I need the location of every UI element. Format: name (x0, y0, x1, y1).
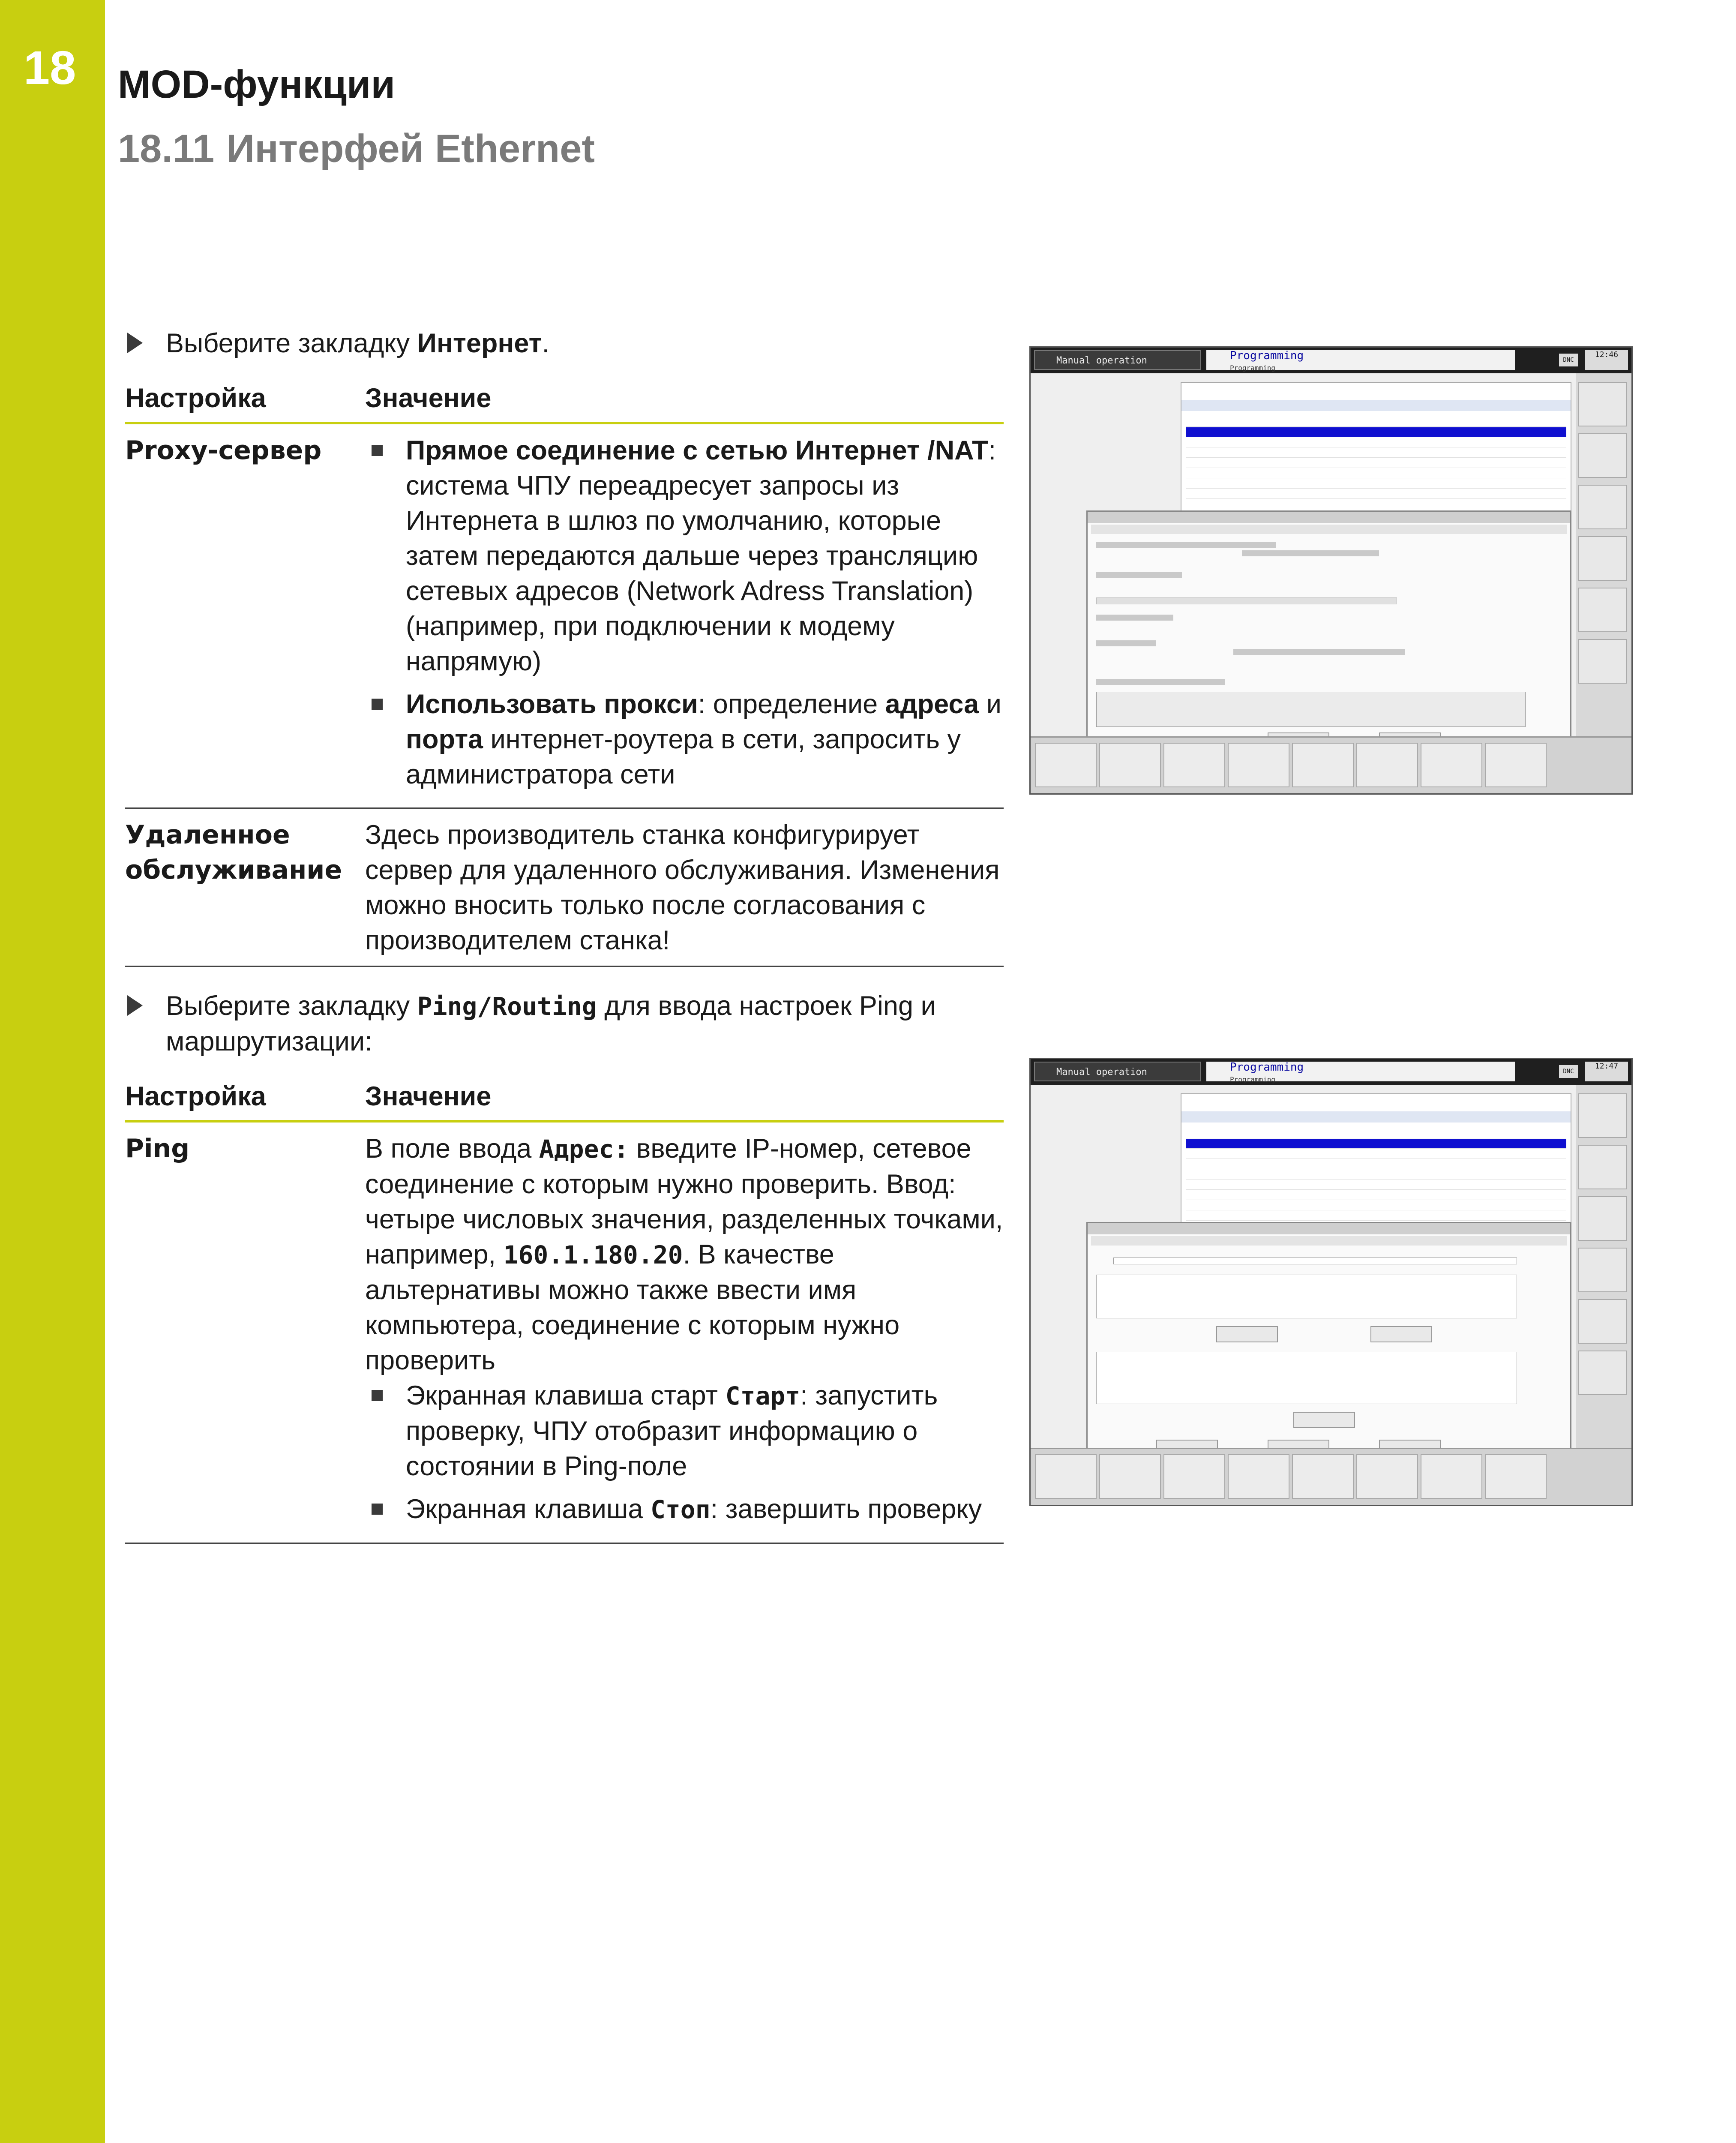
dialog-tabs (1091, 1236, 1567, 1246)
file-list-header (1181, 1111, 1571, 1123)
proxy-address-label: адреса (885, 689, 979, 719)
softkey (1292, 1454, 1354, 1499)
setting-remote-service: Удаленное обслуживание (125, 808, 365, 966)
prog-tab-label: Programming (1230, 349, 1304, 362)
file-row (1186, 1159, 1566, 1169)
softkey (1485, 1454, 1547, 1499)
section-title (118, 126, 595, 171)
step1-tab-name: Интернет (417, 328, 542, 358)
mode-tab-manual: Manual operation (1034, 350, 1201, 370)
ping-text-1: В поле ввода (365, 1134, 539, 1164)
file-row (1186, 1190, 1566, 1200)
dialog-line (1242, 550, 1379, 556)
file-row (1186, 1129, 1566, 1138)
step2-prefix: Выберите закладку (166, 991, 417, 1021)
softkey (1578, 1145, 1627, 1189)
prog-tab-label: Programming (1230, 1061, 1304, 1074)
remote-service-value: Здесь производитель станка конфигурирует сервер для удаленного обслуживания. Изменения можно вносить только после согласования с производителем станка! (365, 808, 1004, 966)
screen-header (1031, 348, 1631, 373)
proxy-direct-text: : система ЧПУ переадресует запросы из Интернета в шлюз по умолчанию, которые затем передаются дальше через трансляцию сетевых адресов (Network Adress Translation) (например, при подключении к модему напрямую) (406, 435, 996, 676)
file-row-selected (1186, 427, 1566, 437)
softkey (1578, 1299, 1627, 1344)
softkey (1578, 536, 1627, 581)
chapter-number: 18 (24, 42, 76, 94)
refresh-button (1293, 1412, 1355, 1428)
ping-address-label: Адрес: (539, 1135, 629, 1164)
softkey (1578, 1093, 1627, 1138)
dialog-line (1233, 649, 1405, 655)
ping-text-3: . В качестве альтернативы можно также ввести имя компьютера, соединение с которым нужно проверить (365, 1240, 900, 1375)
section-name: Интерфей Ethernet (226, 127, 595, 171)
step1-suffix: . (542, 328, 550, 358)
softkey (1228, 1454, 1289, 1499)
arrow-right-icon (127, 995, 143, 1016)
header-setting: Настройка (125, 373, 365, 423)
ping-start-label: Старт (725, 1381, 801, 1411)
page-content (125, 326, 1004, 1565)
ping-description (365, 1131, 1004, 1378)
softkey (1578, 639, 1627, 684)
prog-tab-sub: Programming (1230, 364, 1275, 372)
network-settings-dialog (1086, 510, 1571, 753)
file-row (1186, 468, 1566, 478)
list-item (365, 433, 1004, 679)
dialog-line (1096, 572, 1182, 578)
ping-start-button (1216, 1326, 1278, 1342)
vertical-softkey-bar (1576, 1085, 1631, 1449)
list-item (365, 1378, 1004, 1484)
ping-start-pre: Экранная клавиша старт (406, 1381, 726, 1411)
ping-start-text: : запустить проверку, ЧПУ отобразит информацию о состоянии в Ping-поле (406, 1381, 938, 1481)
header-value: Значение (365, 1071, 1004, 1121)
ping-example-ip: 160.1.180.20 (503, 1240, 683, 1270)
softkey (1035, 743, 1097, 787)
ping-output-box (1096, 1275, 1517, 1318)
step2-tab-name: Ping/Routing (417, 992, 597, 1021)
softkey (1292, 743, 1354, 787)
softkey (1578, 588, 1627, 632)
softkey (1228, 743, 1289, 787)
dialog-tabs (1091, 525, 1567, 534)
file-row-selected (1186, 1139, 1566, 1149)
proxy-port-label: порта (406, 724, 483, 754)
softkey (1421, 1454, 1482, 1499)
proxy-and: и (979, 689, 1001, 719)
horizontal-softkey-bar (1031, 736, 1631, 793)
clock: 12:47 (1585, 1062, 1628, 1081)
screenshot-ping-tab (1029, 1058, 1633, 1506)
list-item (365, 1492, 1004, 1527)
list-item (365, 687, 1004, 792)
proxy-use-end: интернет-роутера в сети, запросить у администратора сети (406, 724, 961, 789)
softkey (1485, 743, 1547, 787)
file-row (1186, 417, 1566, 427)
setting-ping: Ping (125, 1121, 365, 1543)
header-value: Значение (365, 373, 1004, 423)
file-row (1186, 1170, 1566, 1180)
step-ping-tab (125, 988, 1004, 1059)
mode-tab-manual: Manual operation (1034, 1062, 1201, 1081)
file-row (1186, 1180, 1566, 1190)
softkey (1578, 485, 1627, 529)
ping-stop-pre: Экранная клавиша (406, 1494, 651, 1524)
dialog-line (1096, 640, 1156, 646)
dialog-line (1096, 542, 1276, 548)
screen-header (1031, 1059, 1631, 1085)
file-row (1186, 479, 1566, 489)
step1-prefix: Выберите закладку (166, 328, 417, 358)
vertical-softkey-bar (1576, 373, 1631, 738)
ping-stop-button (1370, 1326, 1432, 1342)
setting-proxy: Proxy-сервер (125, 423, 365, 808)
dialog-titlebar (1088, 1223, 1570, 1234)
softkey (1578, 433, 1627, 478)
cert-table (1096, 692, 1526, 727)
arrow-right-icon (127, 333, 143, 353)
step2-suffix: для ввода настроек Ping и маршрутизации: (166, 991, 936, 1056)
dialog-line (1096, 679, 1225, 685)
softkey (1099, 743, 1161, 787)
header-setting: Настройка (125, 1071, 365, 1121)
dialog-titlebar (1088, 512, 1570, 523)
file-row (1186, 458, 1566, 468)
ping-stop-text: : завершить проверку (710, 1494, 982, 1524)
table-row (125, 808, 1004, 966)
proxy-direct-label: Прямое соединение с сетью Интернет /NAT (406, 435, 989, 465)
routing-table (1096, 1352, 1517, 1404)
section-number: 18.11 (118, 127, 215, 171)
network-settings-dialog (1086, 1222, 1571, 1465)
file-row (1186, 1211, 1566, 1221)
file-list-panel (1181, 1093, 1571, 1232)
screenshot-internet-tab (1029, 346, 1633, 795)
softkey (1035, 1454, 1097, 1499)
prog-tab-sub: Programming (1230, 1075, 1275, 1084)
proxy-address-field (1096, 597, 1397, 604)
chapter-title: MOD-функции (118, 63, 396, 106)
softkey (1421, 743, 1482, 787)
mode-tab-programming (1206, 1061, 1515, 1084)
softkey (1578, 1248, 1627, 1292)
chapter-sidebar (0, 0, 105, 2143)
table-row (125, 423, 1004, 808)
ping-address-field (1113, 1258, 1517, 1264)
internet-settings-table (125, 373, 1004, 967)
dialog-line (1096, 615, 1173, 621)
ping-stop-label: Стоп (650, 1495, 711, 1524)
proxy-use-label: Использовать прокси (406, 689, 698, 719)
softkey (1578, 1351, 1627, 1395)
file-row (1186, 499, 1566, 509)
file-row (1186, 1201, 1566, 1210)
file-row (1186, 489, 1566, 499)
file-row (1186, 438, 1566, 447)
mode-tab-programming (1206, 350, 1515, 370)
proxy-use-text: : определение (698, 689, 885, 719)
softkey (1099, 1454, 1161, 1499)
proxy-value (365, 423, 1004, 808)
ping-settings-table (125, 1071, 1004, 1544)
ping-value (365, 1121, 1004, 1543)
softkey (1163, 1454, 1225, 1499)
file-list-header (1181, 400, 1571, 411)
softkey (1578, 1196, 1627, 1241)
file-row (1186, 448, 1566, 458)
clock: 12:46 (1585, 350, 1628, 370)
dnc-icon: DNC (1559, 1065, 1578, 1078)
horizontal-softkey-bar (1031, 1448, 1631, 1505)
step-internet-tab (125, 326, 1004, 361)
file-list-panel (1181, 382, 1571, 521)
softkey (1356, 1454, 1418, 1499)
file-row (1186, 1149, 1566, 1159)
softkey (1356, 743, 1418, 787)
table-row (125, 1121, 1004, 1543)
softkey (1163, 743, 1225, 787)
dnc-icon: DNC (1559, 354, 1578, 366)
softkey (1578, 382, 1627, 426)
ping-text-2: введите IP-номер, сетевое соединение с которым нужно проверить. Ввод: четыре числовых значения, разделенных точками, например, (365, 1134, 1003, 1270)
